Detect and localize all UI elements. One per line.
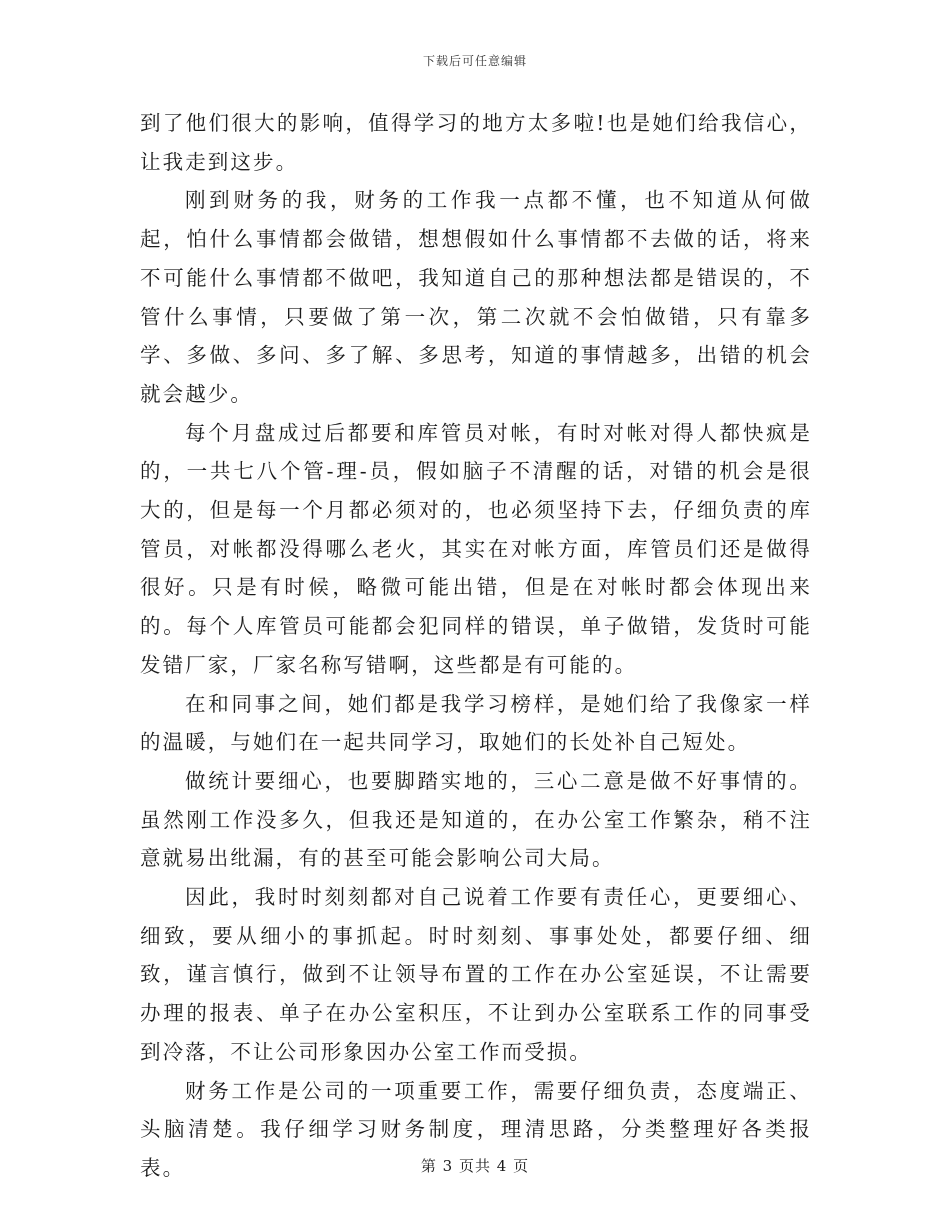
paragraph: 在和同事之间，她们都是我学习榜样，是她们给了我像家一样的温暖，与她们在一起共同学习，取她们的长处补自己短处。 [140, 691, 812, 755]
page-number-footer: 第 3 页共 4 页 [420, 1157, 530, 1175]
paragraph: 做统计要细心，也要脚踏实地的，三心二意是做不好事情的。虽然刚工作没多久，但我还是知道的，在办公室工作繁杂，稍不注意就易出纰漏，有的甚至可能会影响公司大局。 [140, 768, 812, 871]
paragraph: 刚到财务的我，财务的工作我一点都不懂，也不知道从何做起，怕什么事情都会做错，想想假如什么事情都不去做的话，将来不可能什么事情都不做吧，我知道自己的那种想法都是错误的，不管什么事情，只要做了第一次，第二次就不会怕做错，只有靠多学、多做、多问、多了解、多思考，知道的事情越多，出错的机会就会越少。 [140, 188, 812, 406]
page-header: 下载后可任意编辑 [422, 54, 527, 68]
paragraph: 财务工作是公司的一项重要工作，需要仔细负责，态度端正、头脑清楚。我仔细学习财务制度，理清思路，分类整理好各类报表。 [140, 1078, 812, 1180]
document-body [140, 104, 812, 1188]
paragraph: 因此，我时时刻刻都对自己说着工作要有责任心，更要细心、细致，要从细小的事抓起。时时刻刻、事事处处，都要仔细、细致，谨言慎行，做到不让领导布置的工作在办公室延误，不让需要办理的报表、单子在办公室积压，不让到办公室联系工作的同事受到冷落，不让公司形象因办公室工作而受损。 [140, 885, 812, 1064]
paragraph: 每个月盘成过后都要和库管员对帐，有时对帐对得人都快疯是的，一共七八个管-理-员，假如脑子不清醒的话，对错的机会是很大的，但是每一个月都必须对的，也必须坚持下去，仔细负责的库管员，对帐都没得哪么老火，其实在对帐方面，库管员们还是做得很好。只是有时候，略微可能出错，但是在对帐时都会体现出来的。每个人库管员可能都会犯同样的错误，单子做错，发货时可能发错厂家，厂家名称写错啊，这些都是有可能的。 [140, 420, 812, 677]
paragraph-continuation: 到了他们很大的影响，值得学习的地方太多啦!也是她们给我信心，让我走到这步。 [140, 111, 812, 174]
